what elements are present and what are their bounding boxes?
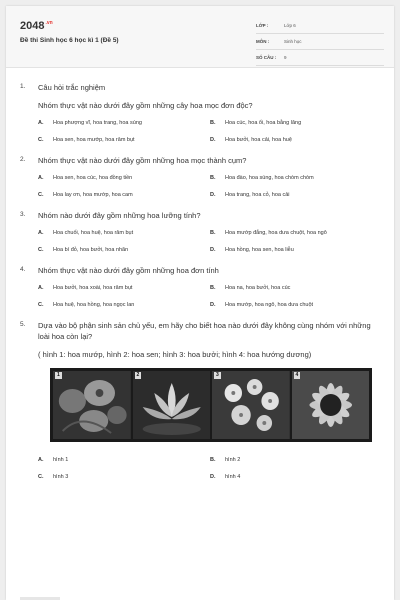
- answer-option-c[interactable]: [38, 191, 210, 199]
- answer-options: [38, 119, 380, 144]
- question-2: [20, 155, 380, 199]
- option-letter: A.: [38, 457, 44, 463]
- option-text: Hoa mướp, hoa ngô, hoa dưa chuột: [225, 302, 314, 308]
- option-text: Hoa bưởi, hoa xoài, hoa râm bụt: [53, 285, 133, 291]
- answer-option-d[interactable]: [210, 301, 382, 309]
- meta-label: SỐ CÂU :: [256, 55, 277, 60]
- answer-option-b[interactable]: [210, 119, 382, 127]
- option-letter: D.: [210, 192, 216, 198]
- answer-option-b[interactable]: [210, 456, 382, 464]
- answer-option-d[interactable]: [210, 473, 382, 481]
- question-subtext: Nhóm thực vật nào dưới đây gồm những cây hoa mọc đơn độc?: [38, 101, 253, 110]
- question-text: Nhóm thực vật nào dưới đây gồm những hoa đơn tính: [38, 266, 219, 275]
- sunflower-image: [292, 371, 370, 439]
- option-text: Hoa bí đỏ, hoa bưởi, hoa nhãn: [53, 247, 129, 253]
- meta-value: Lớp 6: [284, 23, 296, 28]
- meta-label: MÔN :: [256, 39, 270, 44]
- option-letter: B.: [210, 230, 216, 236]
- meta-value: Sinh học: [284, 39, 302, 44]
- photo-lotus-flower: [133, 371, 211, 439]
- answer-option-a[interactable]: [38, 119, 210, 127]
- meta-label: LỚP :: [256, 23, 269, 28]
- option-letter: A.: [38, 230, 44, 236]
- photo-pomelo-flower: [212, 371, 290, 439]
- option-letter: C.: [38, 302, 44, 308]
- answer-option-d[interactable]: [210, 246, 382, 254]
- answer-option-b[interactable]: [210, 174, 382, 182]
- answer-options: [38, 229, 380, 254]
- option-letter: D.: [210, 474, 216, 480]
- option-letter: C.: [38, 474, 44, 480]
- flower-photo-strip: [50, 368, 372, 442]
- option-text: Hoa sen, hoa mướp, hoa râm bụt: [53, 137, 135, 143]
- option-text: hình 1: [53, 457, 69, 463]
- question-number: 3.: [20, 211, 26, 218]
- option-letter: B.: [210, 457, 216, 463]
- question-5: [20, 320, 380, 481]
- option-letter: D.: [210, 302, 216, 308]
- meta-subject-row: [256, 34, 384, 50]
- option-text: hình 2: [225, 457, 241, 463]
- option-letter: A.: [38, 120, 44, 126]
- question-4: [20, 265, 380, 309]
- answer-options: [38, 174, 380, 199]
- question-number: 4.: [20, 266, 26, 273]
- photo-number: 4: [295, 372, 299, 378]
- option-letter: A.: [38, 285, 44, 291]
- option-text: Hoa bưởi, hoa cải, hoa huệ: [225, 137, 292, 143]
- option-letter: D.: [210, 137, 216, 143]
- answer-option-d[interactable]: [210, 191, 382, 199]
- question-number: 5.: [20, 321, 26, 328]
- answer-option-a[interactable]: [38, 229, 210, 237]
- option-text: Hoa chuối, hoa huệ, hoa râm bụt: [53, 230, 134, 236]
- question-1: [20, 82, 380, 144]
- option-text: Hoa sen, hoa cúc, hoa đồng tiền: [53, 175, 133, 181]
- option-letter: B.: [210, 120, 216, 126]
- photo-gourd-flower: [53, 371, 131, 439]
- meta-count-row: [256, 50, 384, 66]
- question-number: 2.: [20, 156, 26, 163]
- option-text: Hoa phượng vĩ, hoa trang, hoa súng: [53, 120, 142, 126]
- option-text: Hoa huệ, hoa hồng, hoa ngọc lan: [53, 302, 135, 308]
- photo-sunflower: [292, 371, 370, 439]
- answer-option-a[interactable]: [38, 174, 210, 182]
- answer-option-d[interactable]: [210, 136, 382, 144]
- page-header: [6, 6, 394, 68]
- question-list: [6, 68, 394, 481]
- answer-options: [38, 284, 380, 309]
- option-text: Hoa trang, hoa cỏ, hoa cải: [225, 192, 290, 198]
- exam-title: Đề thi Sinh học 6 học kì 1 (Đề 5): [20, 37, 119, 44]
- photo-number: 2: [136, 372, 140, 378]
- answer-option-a[interactable]: [38, 456, 210, 464]
- answer-option-b[interactable]: [210, 284, 382, 292]
- option-text: Hoa lay ơn, hoa mướp, hoa cam: [53, 192, 133, 198]
- lotus-flower-image: [133, 371, 211, 439]
- option-letter: C.: [38, 137, 44, 143]
- option-text: Hoa na, hoa bưởi, hoa cúc: [225, 285, 291, 291]
- question-text: Nhóm nào dưới đây gồm những hoa lưỡng tính?: [38, 211, 201, 220]
- option-text: Hoa hồng, hoa sen, hoa liễu: [225, 247, 294, 253]
- question-text: Câu hỏi trắc nghiệm: [38, 83, 106, 92]
- option-letter: D.: [210, 247, 216, 253]
- option-letter: C.: [38, 192, 44, 198]
- answer-options: [38, 456, 380, 481]
- answer-option-a[interactable]: [38, 284, 210, 292]
- photo-number: 1: [57, 372, 60, 378]
- answer-option-b[interactable]: [210, 229, 382, 237]
- site-logo[interactable]: $2048^{.vn}$: [20, 20, 53, 32]
- meta-value: 9: [284, 55, 287, 60]
- answer-option-c[interactable]: [38, 136, 210, 144]
- option-letter: C.: [38, 247, 44, 253]
- option-text: Hoa mướp đắng, hoa dưa chuột, hoa ngô: [225, 230, 327, 236]
- photo-number: 3: [216, 372, 219, 378]
- exam-page: [6, 6, 394, 600]
- answer-option-c[interactable]: [38, 246, 210, 254]
- option-text: Hoa cúc, hoa ổi, hoa bằng lăng: [225, 120, 302, 126]
- answer-option-c[interactable]: [38, 473, 210, 481]
- pomelo-flower-image: [212, 371, 290, 439]
- meta-class-row: [256, 18, 384, 34]
- option-text: Hoa đào, hoa súng, hoa chòm chòm: [225, 175, 314, 181]
- gourd-flower-image: [53, 371, 131, 439]
- question-number: 1.: [20, 83, 26, 90]
- question-subtext: ( hình 1: hoa mướp, hình 2: hoa sen; hình 3: hoa bưởi; hình 4: hoa hướng dương): [38, 350, 312, 359]
- option-letter: B.: [210, 285, 216, 291]
- option-letter: B.: [210, 175, 216, 181]
- question-text: Dựa vào bộ phận sinh sản chủ yếu, em hãy cho biết hoa nào dưới đây không cùng nhóm với những loài hoa còn lại?: [38, 321, 371, 341]
- answer-option-c[interactable]: [38, 301, 210, 309]
- question-3: [20, 210, 380, 254]
- option-text: hình 3: [53, 474, 69, 480]
- question-text: Nhóm thực vật nào dưới đây gồm những hoa mọc thành cụm?: [38, 156, 247, 165]
- option-letter: A.: [38, 175, 44, 181]
- exam-meta: [256, 18, 384, 66]
- option-text: hình 4: [225, 474, 241, 480]
